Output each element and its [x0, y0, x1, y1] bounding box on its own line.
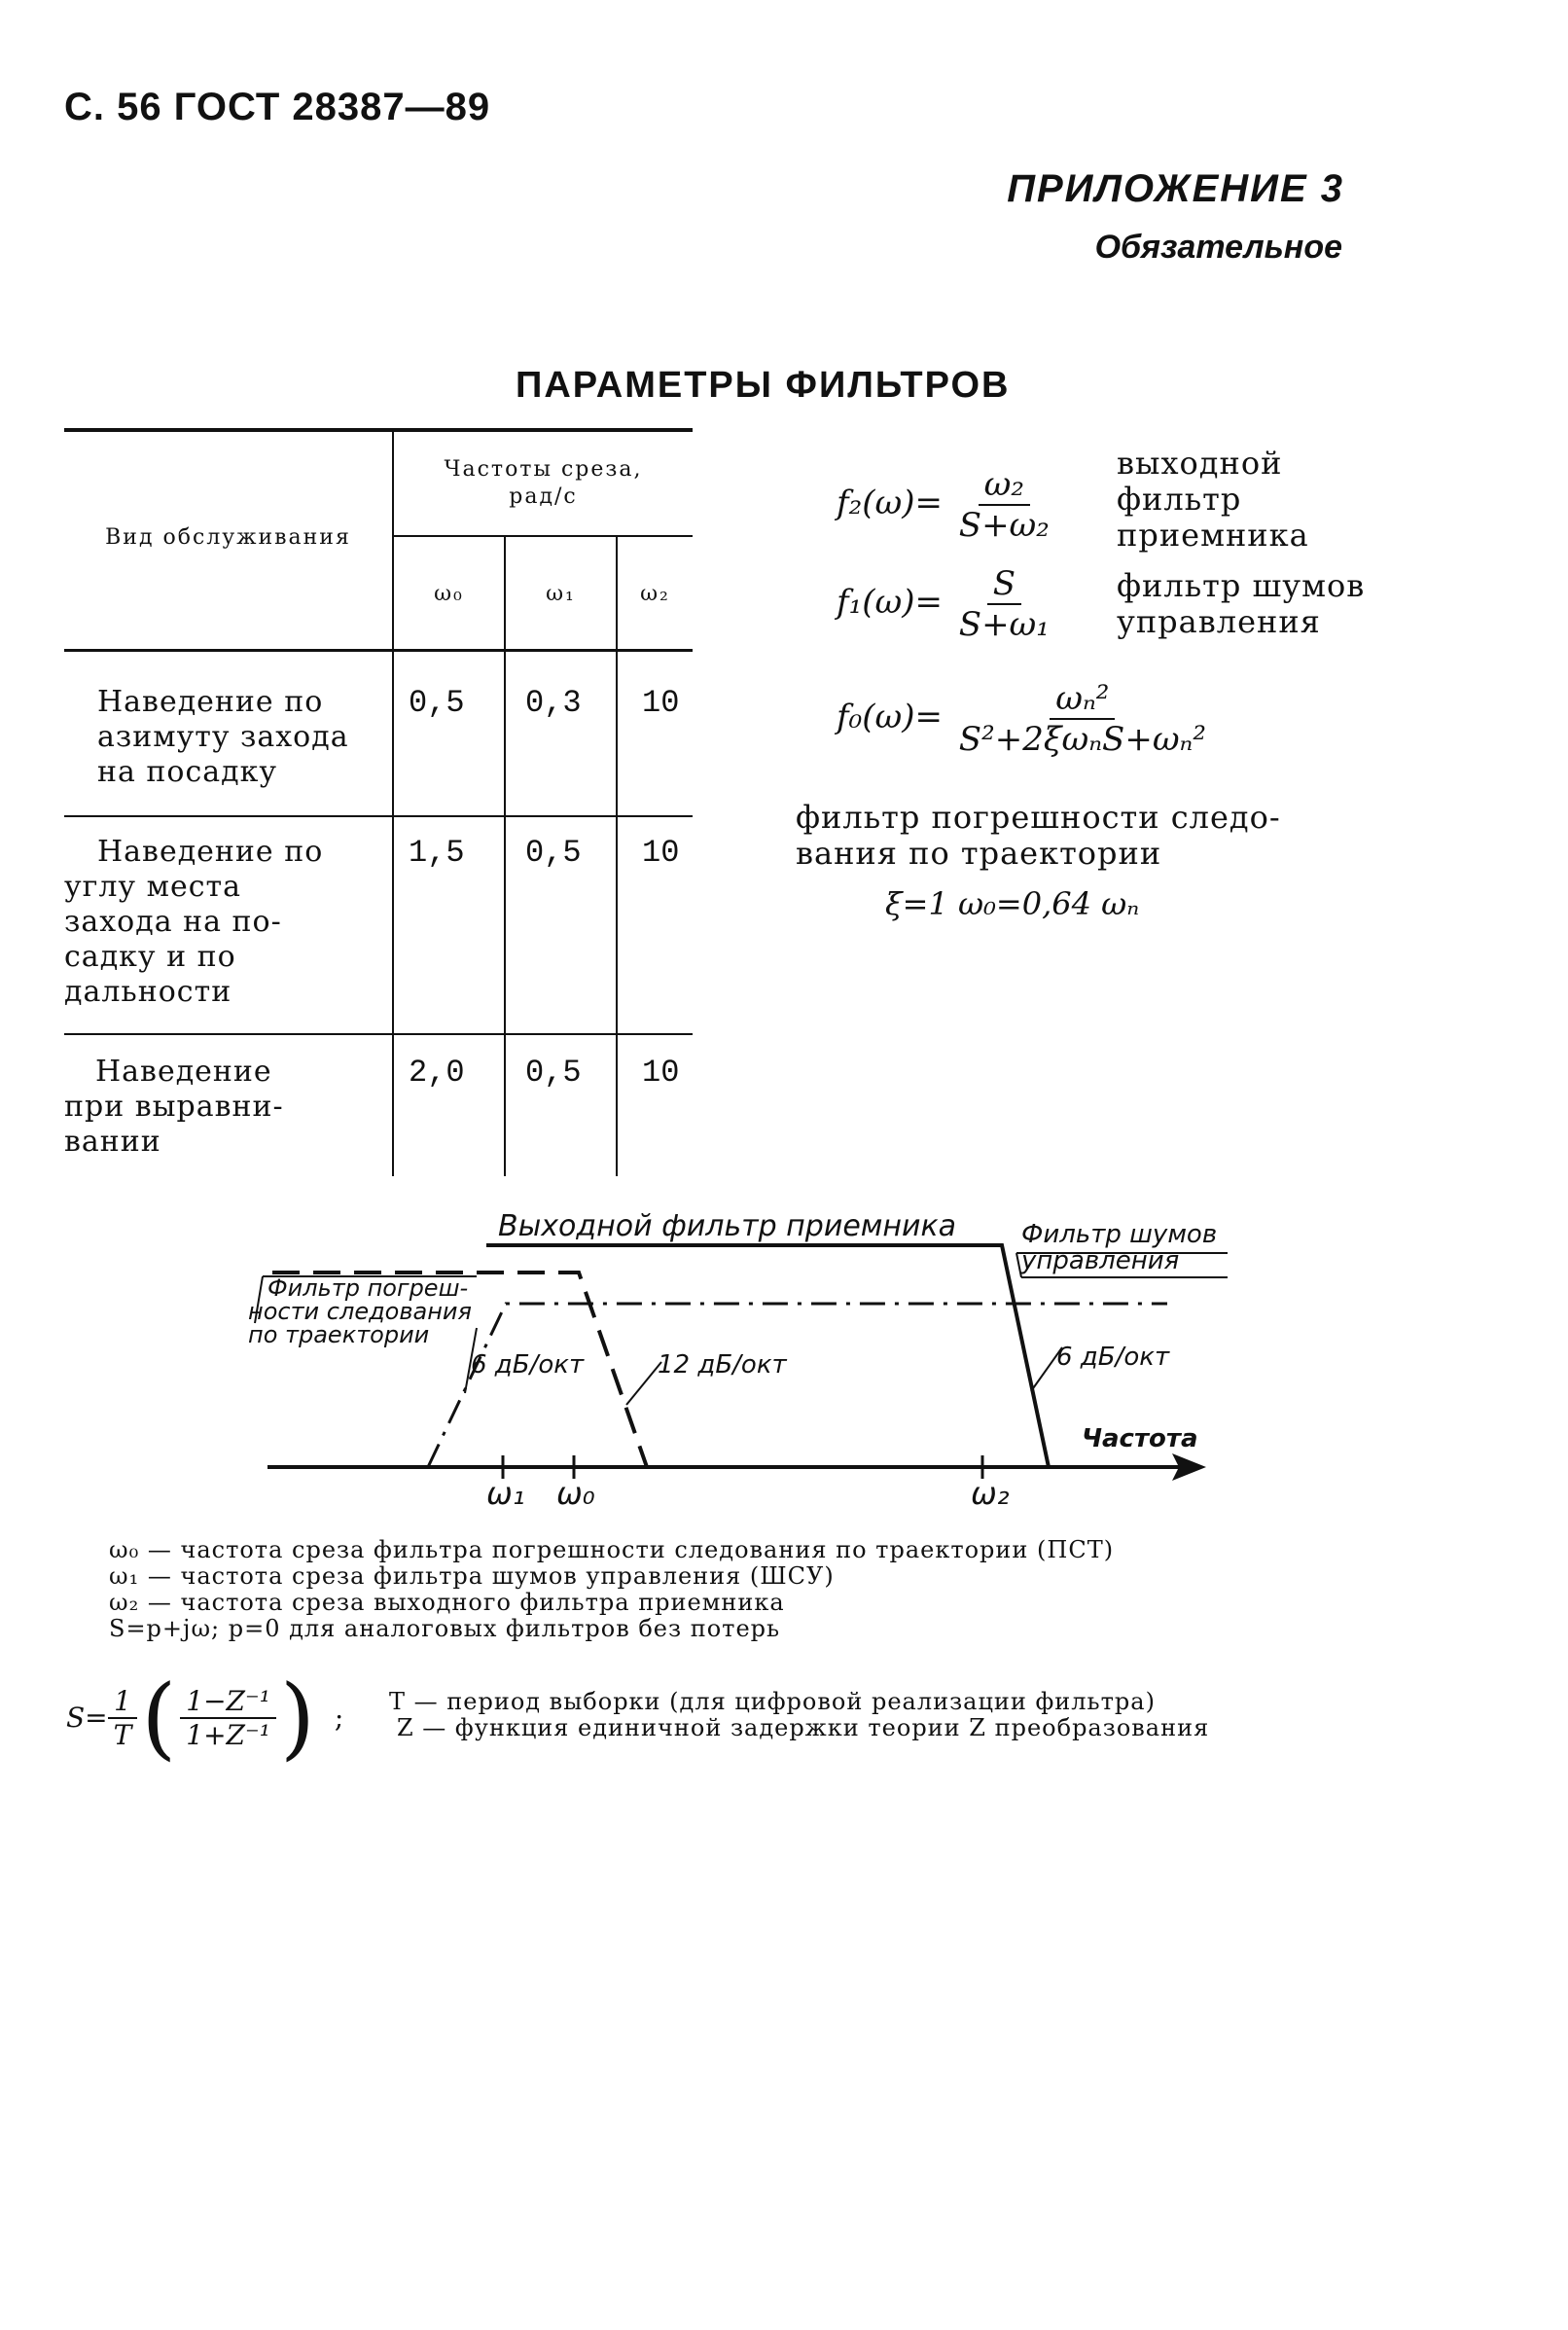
table-row-1-w1: 0,3: [525, 685, 582, 721]
slope-6a-label: 6 дБ/окт: [471, 1350, 585, 1380]
track-filter-label: Фильтр погреш- ности следования по траектории: [248, 1274, 472, 1348]
appendix-title: ПРИЛОЖЕНИЕ 3: [1007, 167, 1344, 210]
col-service-header: Вид обслуживания: [105, 525, 351, 550]
formula-f2: f₂(ω)= $\frac{\text{ω₂}}{\text{S+ω₂}}$: [837, 465, 1050, 545]
formula-f0: f₀(ω)= $\frac{\text{ωₙ²}}{\text{S²+2ξωₙS+ωₙ²}}$: [837, 679, 1206, 759]
formula-f1-desc: фильтр шумов управления: [1117, 567, 1366, 640]
table-row-2-w2: 10: [642, 835, 680, 871]
table-row-2-w0: 1,5: [409, 835, 465, 871]
noise-filter-label: Фильтр шумов управления: [1021, 1220, 1218, 1275]
table-row-1-w2: 10: [642, 685, 680, 721]
legend: ω₀ — частота среза фильтра погрешности следования по траектории (ПСТ) ω₁ — частота среза фильтра шумов управления (ШСУ) ω₂ — частота среза выходного фильтра приемника S=p+jω; p=0 для аналоговых фильтров без потерь: [109, 1536, 1115, 1642]
track-filter-curve: [428, 1304, 1170, 1467]
table-row-3-w1: 0,5: [525, 1055, 582, 1091]
slope-12-label: 12 дБ/окт: [658, 1350, 787, 1380]
col-w2-header: ω₂: [640, 582, 670, 606]
formula-f0-desc: фильтр погрешности следо- вания по траектории: [796, 799, 1281, 872]
formula-f2-desc: выходной фильтр приемника: [1117, 445, 1309, 554]
table-row-3-service: Наведение при выравни- вании: [64, 1055, 284, 1159]
slope-6b-label: 6 дБ/окт: [1056, 1343, 1170, 1372]
page-header: С. 56 ГОСТ 28387—89: [64, 86, 491, 128]
table-row-2-service: Наведение по углу места захода на по- садку и по дальности: [64, 835, 324, 1009]
w1-label: ω₁: [486, 1475, 525, 1512]
table-row-1-service: Наведение по азимуту захода на посадку: [97, 685, 349, 789]
s-formula-notes: T — период выборки (для цифровой реализации фильтра) Z — функция единичной задержки теории Z преобразования: [389, 1688, 1210, 1741]
w0-label: ω₀: [556, 1475, 595, 1512]
formula-f1: f₁(ω)= $\frac{S}{\text{S+ω₁}}$: [837, 564, 1050, 644]
section-title: ПАРАМЕТРЫ ФИЛЬТРОВ: [516, 365, 1011, 406]
w2-label: ω₂: [971, 1475, 1010, 1512]
col-group-header: Частоты среза,: [444, 457, 643, 482]
axis-label: Частота: [1082, 1424, 1198, 1453]
table-row-1-w0: 0,5: [409, 685, 465, 721]
col-group-unit: рад/с: [509, 484, 578, 509]
s-formula: S= $\frac{1}{T}$ ( $\frac{\text{1−Z⁻¹}}{\text{1+Z⁻¹}}$ ) ;: [66, 1666, 344, 1770]
table-row-2-w1: 0,5: [525, 835, 582, 871]
table-row-3-w0: 2,0: [409, 1055, 465, 1091]
slope-12-leader: [626, 1362, 661, 1405]
table-row-3-w2: 10: [642, 1055, 680, 1091]
appendix-status: Обязательное: [1094, 229, 1342, 266]
formula-params: ξ=1 ω₀=0,64 ωₙ: [885, 885, 1140, 922]
out-filter-label: Выходной фильтр приемника: [498, 1209, 957, 1243]
col-w0-header: ω₀: [434, 582, 464, 606]
col-w1-header: ω₁: [546, 582, 576, 606]
